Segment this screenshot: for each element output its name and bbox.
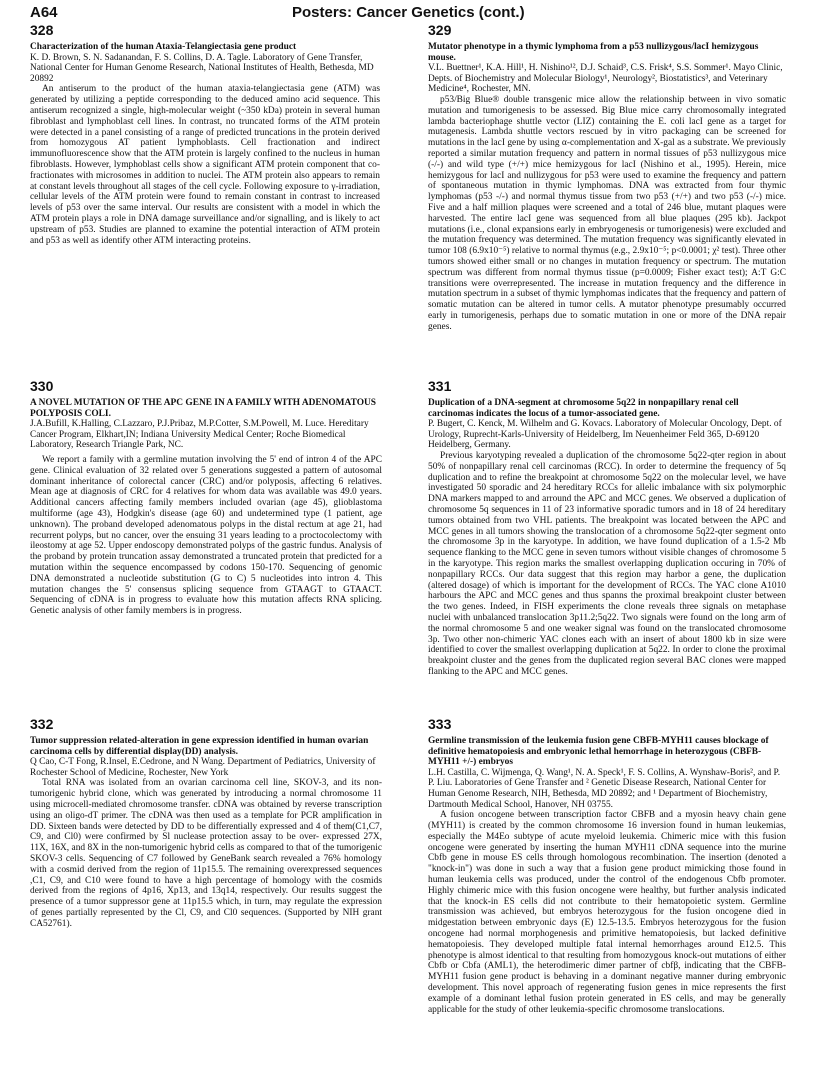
- abstract-number: 329: [428, 22, 452, 38]
- abstract-title: Germline transmission of the leukemia fusion gene CBFB-MYH11 causes blockage of definitive hematopoiesis and embryonic lethal hemorrhage in heterozygous (CBFB-MYH11 +/-) embryos: [428, 736, 769, 768]
- abstract-body: An antiserum to the product of the human ataxia-telangiectasia gene (ATM) was generated by utilizing a peptide corresponding to the deduced amino acid sequence. This antiserum recognized a single, high-molecular weight (~350 kDa) protein in several human fibroblast and lymphoblast cell lines. In contrast, no truncated forms of the ATM protein were detected in a panel consisting of a range of predicted truncations in the protein derived from homozygous AT patient lymphoblasts. Cell fractionation and indirect immunofluorescence show that the ATM protein is largely confined to the nucleus in human fibroblasts. However, lymphoblast cells show a significant ATM protein component that co-fractionates with microsomes in addition to nuclei. The ATM protein also appears to remain at constant levels throughout all stages of the cell cycle. Following exposure to γ-irradiation, cellular levels of the ATM protein were found to remain constant in contrast to increased levels of p53 over the same interval. Our results are consistent with a model in which the ATM protein plays a role in DNA damage surveillance and/or signalling, and is likely to act upstream of p53. Studies are planned to examine the potential interaction of ATM protein and p53 as well as identify other ATM interacting proteins.: [30, 84, 380, 246]
- section-title: Posters: Cancer Genetics (cont.): [292, 4, 525, 21]
- abstract-329: [428, 22, 786, 333]
- abstract-328: [30, 22, 380, 246]
- page-number: A64: [30, 4, 58, 21]
- abstract-title: Characterization of the human Ataxia-Telangiectasia gene product: [30, 42, 297, 52]
- abstract-authors: K. D. Brown, S. N. Sadanandan, F. S. Collins, D. A. Tagle. Laboratory of Gene Transfer, National Center for Human Genome Research, National Institutes of Health, Bethesda, MD 20892: [30, 52, 374, 84]
- abstract-body: Total RNA was isolated from an ovarian carcinoma cell line, SKOV-3, and its non-tumorigenic hybrid clone, which was generated by introducing a normal chromosome 11 using microcell-mediated chromosome transfer. cDNA was obtained by reverse transcription using an oligo-dT primer. The cDNA was then used as a template for PCR amplification in DD. Sixteen bands were detected by DD to be differentially expressed and 4 of them(C1,C7, C9, and Cl0) were confirmed by Sl nuclease protection assay to be over- expressed 27X, 11X, 16X, and 8X in the non-tumorigenic hybrid cells as compared to that of the tumorigenic SKOV-3 cells. Sequencing of C7 followed by GeneBank search revealed a 76% homology with a cosmid derived from the region of 11p15.5. The remaining overexpressed sequences ,C1, C9, and C10 were found to have a high percentage of homology with the cosmids derived from the regions of 4p16, Xp13, and 13q14, respectively. Our results suggest the presence of a tumor suppressor gene at 11p15.5 which, in turn, may regulate the expression of genes partially represented by the Cl, C9, and Cl0 sequences. (Supported by NIH grant CA52761).: [30, 778, 382, 929]
- abstract-body: A fusion oncogene between transcription factor CBFB and a myosin heavy chain gene (MYH11) is created by the common chromosome 16 inversion found in human leukemias, especially the M4Eo subtype of acute myeloid leukemia. Chimeric mice with this fusion oncogene were generated by inserting the human MYH11 cDNA sequence into the murine Cbfb gene in mouse ES cells through homologous recombination. The insertion (denoted a "knock-in") was done in such a way that a fusion gene product mimicking those found in human leukemia cells was produced, under the control of the endogenous Cbfb promoter. Highly chimeric mice with this fusion oncogene were healthy, but further analysis indicated that the knock-in ES cells did not contribute to their hematopoietic system. Germline transmission was achieved, but embryos heterozygous for the fusion oncogene died in midgestation between embryonic days (E) 12.5-13.5. Embryos heterozygous for the fusion oncogene had normal morphogenesis and primitive hematopoiesis, but lacked definitive hematopoiesis. They developed multiple fatal internal hemorrhages around E12.5. This phenotype is almost identical to that resulting from homozygous knock-out mutations of either Cbfb or Cbfa (AML1), the heterodimeric dimer partner of cbfβ, indicating that the CBFB-MYH11 fusion gene product is behaving in a dominant negative manner during embryonic development. This novel approach of regenerating fusion genes in mice represents the first example of a dominant lethal fusion protein generated in ES cells, and may be generally applicable for the study of other leukemia-specific chromosome translocations.: [428, 810, 786, 1015]
- abstract-331: [428, 378, 786, 678]
- abstract-number: 330: [30, 378, 54, 394]
- abstract-333: [428, 716, 786, 1015]
- abstract-title: Duplication of a DNA-segment at chromosome 5q22 in nonpapillary renal cell carcinomas indicates the locus of a tumor-associated gene.: [428, 398, 739, 419]
- abstract-body: Previous karyotyping revealed a duplication of the chromosome 5q22-qter region in about 50% of nonpapillary renal cell carcinomas (RCC). In order to determine the frequency of 5q duplication and to refine the breakpoint at chromosome 5q22 on the molecular level, we have investigated 50 sporadic and 24 hereditary RCCs for allelic imbalance with six polymorphic DNA markers mapped to and arround the APC and MCC genes. We observed a duplication of chromosome 5q sequences in 11 of 23 informative sporadic tumors and in 18 of 24 hereditary tumors obtained from two VHL patients. The breakpoint was located between the APC and MCC genes in all tumors showing the translocation of a chromosome 5q22-qter segment onto the chromosome 3p in the karyotype. In addition, we have found duplication of a 1.5-2 Mb sequence flanking to the MCC gene in seven tumors without visible changes of chromosome 5 in the karyotype. This region marks the smallest overlapping duplication occuring in 70% of nonpapillary RCCs. Our data suggest that this region may harbor a gene, the duplication (altered dosage) of which is important for the development of RCCs. The YAC clone A1010 harbours the APC and MCC genes and thus spanns the proximal breakpoint cluster between the two genes. Indeed, in FISH experiments the clone reveals three signals on metaphase nuclei with unbalanced translocation 3p11.2;5q22. Two signals were found on the long arm of the normal chromosome 5 and one weaker signal was found on the translocated chromosome 3p. Two other non-chimeric YAC clones each with an insert of about 1800 kb in size were identified to cover the smallest overlapping duplication at 5q22. In order to clone the proximal breakpoint cluster and the genes from the duplicated region several BAC clones were mapped flanking to the APC and MCC genes.: [428, 450, 786, 677]
- abstract-number: 331: [428, 378, 452, 394]
- abstract-number: 332: [30, 716, 54, 732]
- abstract-title: Mutator phenotype in a thymic lymphoma from a p53 nullizygous/lacI hemizygous mouse.: [428, 42, 759, 63]
- abstract-number: 328: [30, 22, 54, 38]
- abstract-title: Tumor suppression related-alteration in gene expression identified in human ovarian carcinoma cells by differential display(DD) analysis.: [30, 736, 369, 757]
- abstract-title: A NOVEL MUTATION OF THE APC GENE IN A FAMILY WITH ADENOMATOUS POLYPOSIS COLI.: [30, 398, 376, 419]
- abstract-authors: L.H. Castilla, C. Wijmenga, Q. Wang¹, N. A. Speck¹, F. S. Collins, A. Wynshaw-Boris², and P. P. Liu. Laboratories of Gene Transfer and ² Genetic Disease Research, National Center for Human Genome Research, NIH, Bethesda, MD 20892; and ¹ Department of Biochemistry, Dartmouth Medical School, Hanover, NH 03755.: [428, 767, 781, 810]
- abstract-body: p53/Big Blue® double transgenic mice allow the relationship between in vivo somatic mutation and tumorigenesis to be assessed. Big Blue mice carry chromosomally integrated lambda bacteriophage shuttle vector (LIZ) containing the E. coli lacI gene as a target for mutagenesis. Lambda shuttle vectors rescued by in vitro packaging can be screened for mutations in the lacI gene by using α-complementation and X-gal as a substrate. We previously reported a similar mutation frequency and pattern in normal tissues of p53 nullizygous mice (-/-) and wild type (+/+) mice hemizygous for lacI (Nishino et al., 1995). Herein, mice hemizygous for lacI and nullizygous for p53 were used to examine the frequency and pattern of spontaneous mutation in thymic lymphomas. DNA was extracted from four thymic lymphomas (p53 -/-) and normal thymus tissue from two p53 (+/+) and two p53 (-/-) mice. Five and a half million plaques were screened and a total of 246 blue, mutant plaques were harvested. The entire lacI gene was sequenced from all blue plaques (295 kb). Jackpot mutations (i.e., clonal expansions early in embryogenesis or tumorigenesis) were excluded and the mutation frequency was determined. The mutation frequency was significantly elevated in tumor 108 (6.9x10⁻⁵) relative to normal thymus (e.g., 2.9x10⁻⁵; p<0.0001; χ² test). Three other tumors showed either small or no changes in mutation frequency or spectrum. The mutation spectrum was different from normal thymus tissue (p=0.0009; Fisher exact test); A:T G:C transitions were overrepresented. The increase in mutation frequency and the difference in mutation spectrum in a subset of thymic lymphomas indicates that the frequency and pattern of somatic mutation can be altered in tumor cells. A mutator phenotype presumably occurred early in tumorigenesis, perhaps due to somatic mutation in one or more of the DNA repair genes.: [428, 94, 786, 332]
- abstract-number: 333: [428, 716, 452, 732]
- abstract-authors: J.A.Bufill, K.Halling, C.Lazzaro, P.J.Pribaz, M.P.Cotter, S.M.Powell, M. Luce. Hereditary Cancer Program, Elkhart,IN; Indiana University Medical Center; Roche Biomedical Laboratory, Research Triangle Park, NC.: [30, 419, 369, 451]
- abstract-authors: V.L. Buettner¹, K.A. Hill¹, H. Nishino¹², D.J. Schaid³, C.S. Frisk⁴, S.S. Sommer¹. Mayo Clinic, Depts. of Biochemistry and Molecular Biology¹, Neurology², Biostatistics³, and Veterinary Medicine⁴, Rochester, MN.: [428, 63, 783, 95]
- abstract-330: [30, 378, 382, 617]
- abstract-authors: Q Cao, C-T Fong, R.Insel, E.Cedrone, and N Wang. Department of Pediatrics, University of Rochester School of Medicine, Rochester, New York: [30, 757, 376, 778]
- abstract-authors: P. Bugert, C. Kenck, M. Wilhelm and G. Kovacs. Laboratory of Molecular Oncology, Dept. of Urology, Ruprecht-Karls-University of Heidelberg, Im Neuenheimer Feld 365, D-69120 Heidelberg, Germany.: [428, 419, 782, 451]
- abstract-body: We report a family with a germline mutation involving the 5' end of intron 4 of the APC gene. Clinical evaluation of 32 related over 5 generations suggested a pattern of autosomal dominant inheritance of colorectal cancer (CRC) and/or polyposis, affecting 6 relatives. Mean age at diagnosis of CRC for 4 relatives for whom data was available was 49.0 years. Additional cancers affecting family members included ovarian (age 45), glioblastoma multiforme (age 43), Hodgkin's disease (age 60) and undetermined type (1 patient, age unknown). The proband developed adenomatous polyps in the distal rectum at age 21, had recurrent polyps, but no cancer, over the ensuing 31 years leading to a proctocolectomy with ileostomy at age 52. Upper endoscopy demonstrated polyps of the gastric fundus. Analysis of the proband by protein truncation assay demonstrated a truncated protein that predicted for a mutation within the sequence encompassed by codons 150-170. Sequencing of genomic DNA demonstrated a nucleotide substitution (G to C) 5 nucleotides into intron 4. This mutation changes the 5' consensus splicing sequence from GTAAGT to GTAACT. Sequencing of cDNA is in progress to evaluate how this mutation affects RNA splicing. Genetic analysis of other family members is in progress.: [30, 454, 382, 617]
- abstract-332: [30, 716, 382, 930]
